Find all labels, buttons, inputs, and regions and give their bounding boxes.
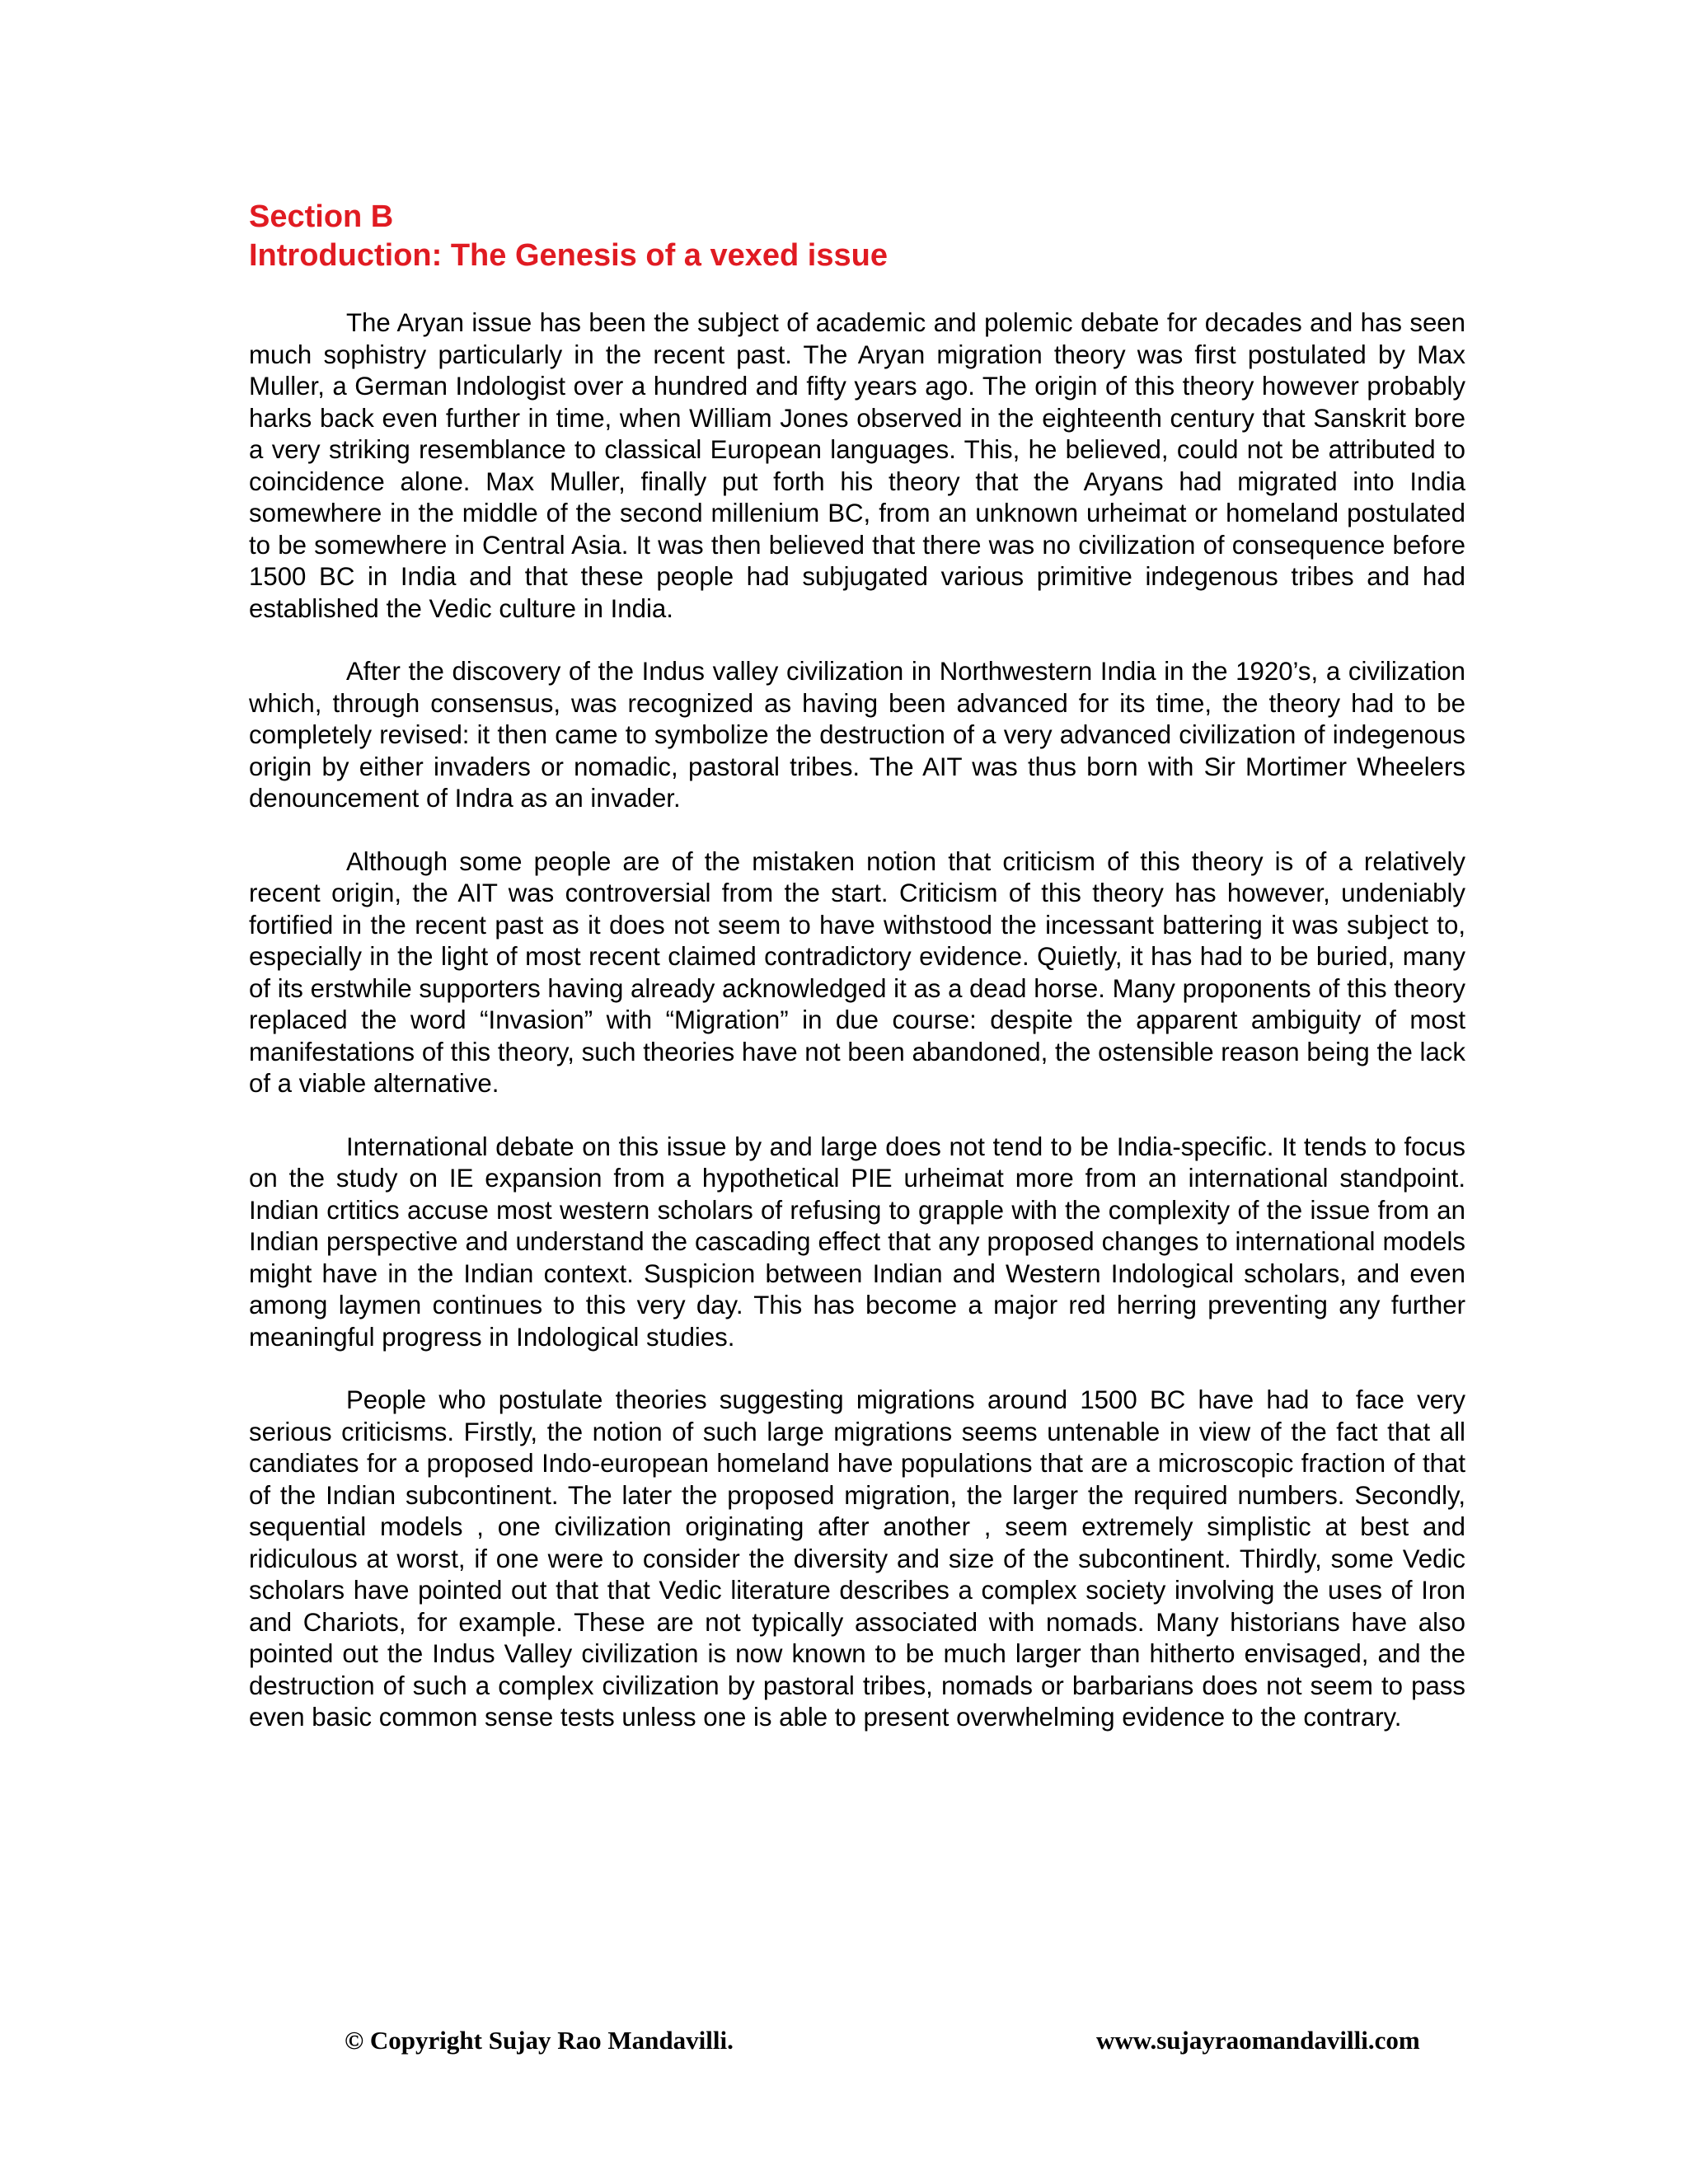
paragraph: The Aryan issue has been the subject of academic and polemic debate for decades and has seen much sophistry particularly in the recent past. The Aryan migration theory was first postulated by Max Muller, a German Indologist over a hundred and fifty years ago. The origin of this theory however probably harks back even further in time, when William Jones observed in the eighteenth century that Sanskrit bore a very striking resemblance to classical European languages. This, he believed, could not be attributed to coincidence alone. Max Muller, finally put forth his theory that the Aryans had migrated into India somewhere in the middle of the second millenium BC, from an unknown urheimat or homeland postulated to be somewhere in Central Asia. It was then believed that there was no civilization of consequence before 1500 BC in India and that these people had subjugated various primitive indegenous tribes and had established the Vedic culture in India.	[249, 308, 1465, 623]
section-label: Section B	[249, 199, 394, 234]
page-footer	[0, 2024, 1688, 2065]
section-title: Introduction: The Genesis of a vexed issue	[249, 238, 888, 273]
section-heading	[249, 198, 1469, 275]
paragraph: International debate on this issue by and large does not tend to be India-specific. It tends to focus on the study on IE expansion from a hypothetical PIE urheimat more from an international standpoint. Indian crtitics accuse most western scholars of refusing to grapple with the complexity of the issue from an Indian perspective and understand the cascading effect that any proposed changes to international models might have in the Indian context. Suspicion between Indian and Western Indological scholars, and even among laymen continues to this very day. This has become a major red herring preventing any further meaningful progress in Indological studies.	[249, 1132, 1465, 1352]
document-body	[249, 307, 1465, 1765]
paragraph: People who postulate theories suggesting migrations around 1500 BC have had to face very serious criticisms. Firstly, the notion of such large migrations seems untenable in view of the fact that all candiates for a proposed Indo-european homeland have populations that are a microscopic fraction of that of the Indian subcontinent. The later the proposed migration, the larger the required numbers. Secondly, sequential models , one civilization originating after another , seem extremely simplistic at best and ridiculous at worst, if one were to consider the diversity and size of the subcontinent. Thirdly, some Vedic scholars have pointed out that that Vedic literature describes a complex society involving the uses of Iron and Chariots, for example. These are not typically associated with nomads. Many historians have also pointed out the Indus Valley civilization is now known to be much larger than hitherto envisaged, and the destruction of such a complex civilization by pastoral tribes, nomads or barbarians does not seem to pass even basic common sense tests unless one is able to present overwhelming evidence to the contrary.	[249, 1385, 1465, 1732]
website-url: www.sujayraomandavilli.com	[1096, 2026, 1420, 2055]
paragraph: Although some people are of the mistaken notion that criticism of this theory is of a relatively recent origin, the AIT was controversial from the start. Criticism of this theory has however, undeniably fortified in the recent past as it does not seem to have withstood the incessant battering it was subject to, especially in the light of most recent claimed contradictory evidence. Quietly, it has had to be buried, many of its erstwhile supporters having already acknowledged it as a dead horse. Many proponents of this theory replaced the word “Invasion” with “Migration” in due course: despite the apparent ambiguity of most manifestations of this theory, such theories have not been abandoned, the ostensible reason being the lack of a viable alternative.	[249, 846, 1465, 1098]
copyright-notice: © Copyright Sujay Rao Mandavilli.	[345, 2026, 734, 2055]
paragraph: After the discovery of the Indus valley civilization in Northwestern India in the 1920’s, a civilization which, through consensus, was recognized as having been advanced for its time, the theory had to be completely revised: it then came to symbolize the destruction of a very advanced civilization of indegenous origin by either invaders or nomadic, pastoral tribes. The AIT was thus born with Sir Mortimer Wheelers denouncement of Indra as an invader.	[249, 657, 1465, 813]
